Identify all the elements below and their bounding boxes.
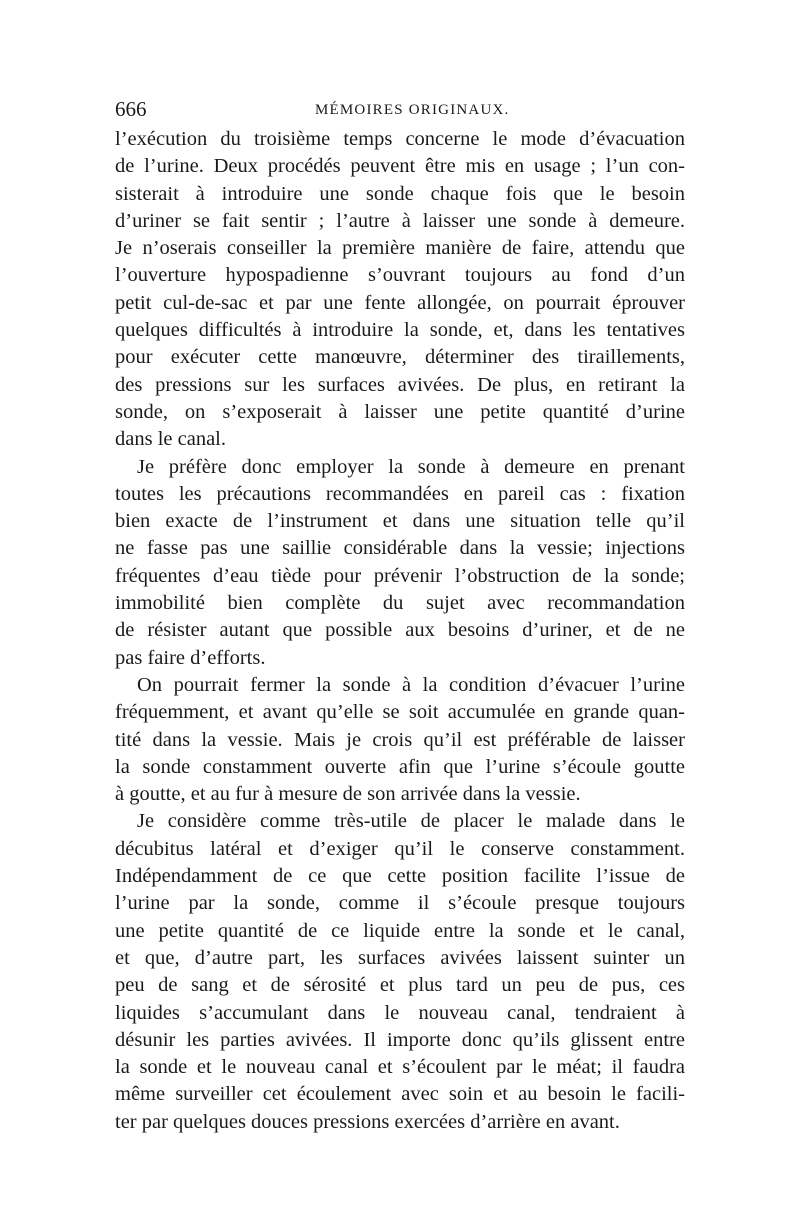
text-line: l’urine par la sonde, comme il s’écoule presque toujours — [115, 892, 685, 915]
text-line: sisterait à introduire une sonde chaque fois que le besoin — [115, 182, 685, 205]
text-line: d’uriner se fait sentir ; l’autre à laisser une sonde à demeure. — [115, 209, 685, 232]
text-line: Je préfère donc employer la sonde à demeure en prenant — [137, 455, 685, 478]
text-line: petit cul-de-sac et par une fente allongée, on pourrait éprouver — [115, 291, 685, 314]
text-line: même surveiller cet écoulement avec soin et au besoin le facili- — [115, 1083, 685, 1106]
text-line: la sonde et le nouveau canal et s’écoulent par le méat; il faudra — [115, 1056, 685, 1079]
running-head: MÉMOIRES ORIGINAUX. — [315, 102, 510, 118]
text-line: l’ouverture hypospadienne s’ouvrant toujours au fond d’un — [115, 264, 685, 287]
text-line: la sonde constamment ouverte afin que l’urine s’écoule goutte — [115, 755, 685, 778]
text-line: fréquentes d’eau tiède pour prévenir l’obstruction de la sonde; — [115, 564, 685, 587]
text-line: l’exécution du troisième temps concerne le mode d’évacuation — [115, 128, 685, 150]
body-text — [115, 126, 685, 1136]
text-line: de résister autant que possible aux besoins d’uriner, et de ne — [115, 619, 685, 642]
text-line: décubitus latéral et d’exiger qu’il le conserve constamment. — [115, 837, 685, 860]
text-line: On pourrait fermer la sonde à la condition d’évacuer l’urine — [137, 673, 685, 696]
text-line: Je considère comme très-utile de placer le malade dans le — [137, 810, 685, 833]
text-line: sonde, on s’exposerait à laisser une petite quantité d’urine — [115, 400, 685, 423]
text-line: et que, d’autre part, les surfaces avivées laissent suinter un — [115, 946, 685, 969]
text-line: une petite quantité de ce liquide entre la sonde et le canal, — [115, 919, 685, 942]
text-line: des pressions sur les surfaces avivées. De plus, en retirant la — [115, 373, 685, 396]
text-line: ne fasse pas une saillie considérable dans la vessie; injections — [115, 537, 685, 560]
text-line: peu de sang et de sérosité et plus tard un peu de pus, ces — [115, 974, 685, 997]
text-line: Indépendamment de ce que cette position facilite l’issue de — [115, 865, 685, 888]
page-number: 666 — [115, 97, 147, 121]
text-line: à goutte, et au fur à mesure de son arrivée dans la vessie. — [115, 783, 581, 806]
text-line: bien exacte de l’instrument et dans une situation telle qu’il — [115, 510, 685, 533]
text-line: fréquemment, et avant qu’elle se soit accumulée en grande quan- — [115, 701, 685, 724]
text-line: désunir les parties avivées. Il importe donc qu’ils glissent entre — [115, 1028, 685, 1051]
text-line: Je n’oserais conseiller la première manière de faire, attendu que — [115, 237, 685, 260]
text-line: pour exécuter cette manœuvre, déterminer des tiraillements, — [115, 346, 685, 369]
text-line: pas faire d’efforts. — [115, 646, 266, 669]
text-line: toutes les précautions recommandées en pareil cas : fixation — [115, 482, 685, 505]
text-line: dans le canal. — [115, 428, 226, 451]
text-line: immobilité bien complète du sujet avec recommandation — [115, 592, 685, 615]
text-line: tité dans la vessie. Mais je crois qu’il est préférable de laisser — [115, 728, 685, 751]
paragraph-3 — [115, 672, 685, 808]
text-line: de l’urine. Deux procédés peuvent être mis en usage ; l’un con- — [115, 155, 685, 178]
page-header — [115, 96, 685, 122]
paragraph-4 — [115, 808, 685, 1136]
text-line: ter par quelques douces pressions exercées d’arrière en avant. — [115, 1110, 620, 1133]
paragraph-2 — [115, 454, 685, 672]
paragraph-1 — [115, 126, 685, 454]
text-line: quelques difficultés à introduire la sonde, et, dans les tentatives — [115, 319, 685, 342]
text-line: liquides s’accumulant dans le nouveau canal, tendraient à — [115, 1001, 685, 1024]
